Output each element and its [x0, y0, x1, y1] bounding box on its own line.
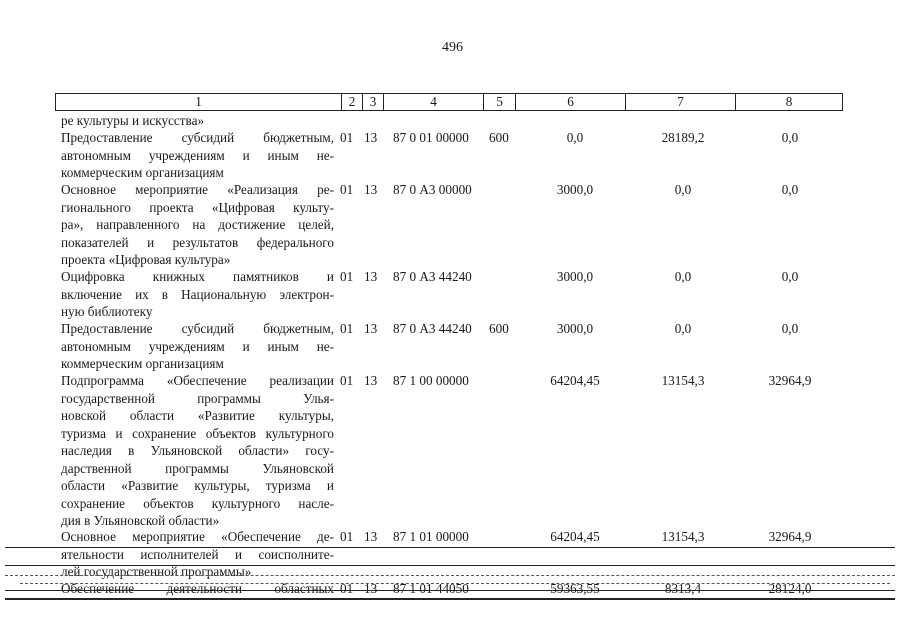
cell-amount-col7: 0,0 — [674, 182, 692, 197]
cell-target-code: 87 1 00 00000 — [393, 373, 469, 388]
cell-target-code: 87 0 01 00000 — [393, 130, 469, 145]
row-text-line: Основное мероприятие «Обеспечение де- — [61, 529, 334, 544]
cell-section: 01 — [340, 373, 354, 388]
row-text-line: гионального проекта «Цифровая культу- — [61, 199, 334, 215]
cell-target-code: 87 0 А3 44240 — [393, 321, 472, 336]
cell-amount-col7: 13154,3 — [661, 529, 705, 544]
scan-rule — [5, 565, 895, 566]
row-text-line: ятельности исполнителей и соисполните- — [61, 546, 334, 562]
cell-subsection: 13 — [364, 373, 378, 388]
row-text-line: коммерческим организациям — [61, 165, 224, 180]
header-col-1: 1 — [195, 94, 202, 109]
cell-target-code: 87 0 А3 44240 — [393, 269, 472, 284]
row-text-line: Предоставление субсидий бюджетным, — [61, 130, 334, 145]
row-text-line: показателей и результатов федерального — [61, 234, 334, 250]
cell-amount-col7: 8313,4 — [664, 581, 702, 596]
cell-section: 01 — [340, 321, 354, 336]
page-number: 496 — [442, 40, 463, 55]
row-text-line: ра», направленного на достижение целей, — [61, 217, 334, 232]
cell-amount-col6: 59363,55 — [550, 581, 600, 596]
cell-expense-type: 600 — [489, 321, 509, 336]
table-header-row — [55, 93, 843, 111]
cell-subsection: 13 — [364, 182, 378, 197]
header-col-2: 2 — [341, 94, 362, 110]
scan-rule — [5, 598, 895, 600]
cell-subsection: 13 — [364, 130, 378, 145]
row-text-line: автономным учреждениям и иным не- — [61, 147, 334, 163]
row-text-line: ре культуры и искусства» — [61, 113, 205, 128]
row-text-line: дия в Ульяновской области» — [61, 513, 220, 528]
cell-section: 01 — [340, 182, 354, 197]
cell-amount-col7: 0,0 — [674, 321, 692, 336]
cell-amount-col8: 0,0 — [781, 130, 799, 145]
cell-amount-col8: 32964,9 — [768, 373, 812, 388]
row-text — [61, 320, 334, 373]
cell-subsection: 13 — [364, 321, 378, 336]
header-col-5: 5 — [483, 94, 515, 110]
scan-rule — [5, 575, 895, 576]
cell-target-code: 87 0 А3 00000 — [393, 182, 472, 197]
cell-expense-type: 600 — [489, 130, 509, 145]
cell-amount-col8: 0,0 — [781, 269, 799, 284]
row-text-line: Обеспечение деятельности областных — [61, 581, 334, 596]
row-text-line: области «Развитие культуры, туризма и — [61, 478, 334, 493]
row-text-line: государственной программы Улья- — [61, 390, 334, 406]
row-text-line: Подпрограмма «Обеспечение реализации — [61, 373, 334, 388]
header-col-4: 4 — [383, 94, 483, 110]
cell-amount-col7: 0,0 — [674, 269, 692, 284]
row-text-line: наследия в Ульяновской области» госу- — [61, 443, 334, 458]
row-text — [61, 372, 334, 530]
row-text-line: дарственной программы Ульяновской — [61, 460, 334, 476]
row-text — [61, 528, 334, 581]
header-col-7: 7 — [625, 94, 735, 110]
cell-amount-col8: 32964,9 — [768, 529, 812, 544]
header-col-6: 6 — [515, 94, 625, 110]
row-text — [61, 129, 334, 182]
cell-amount-col6: 64204,45 — [550, 529, 600, 544]
cell-section: 01 — [340, 269, 354, 284]
cell-amount-col8: 0,0 — [781, 321, 799, 336]
row-text-line: проекта «Цифровая культура» — [61, 252, 231, 267]
cell-target-code: 87 1 01 00000 — [393, 529, 469, 544]
row-text-line: автономным учреждениям и иным не- — [61, 338, 334, 354]
row-text-line: коммерческим организациям — [61, 356, 224, 371]
row-text — [61, 181, 334, 269]
cell-section: 01 — [340, 130, 354, 145]
header-col-8: 8 — [735, 94, 842, 110]
row-text-line: лей государственной программы» — [61, 564, 252, 579]
header-col-3: 3 — [362, 94, 383, 110]
cell-section: 01 — [340, 581, 354, 596]
cell-amount-col7: 28189,2 — [661, 130, 705, 145]
cell-amount-col8: 0,0 — [781, 182, 799, 197]
cell-subsection: 13 — [364, 529, 378, 544]
cell-amount-col6: 3000,0 — [556, 182, 594, 197]
cell-section: 01 — [340, 529, 354, 544]
cell-amount-col7: 13154,3 — [661, 373, 705, 388]
row-text-line: Предоставление субсидий бюджетным, — [61, 321, 334, 336]
row-text-line: включение их в Национальную электрон- — [61, 286, 334, 302]
scan-rule — [5, 547, 895, 548]
cell-amount-col6: 64204,45 — [550, 373, 600, 388]
cell-subsection: 13 — [364, 269, 378, 284]
row-text-line: новской области «Развитие культуры, — [61, 408, 334, 423]
row-text — [61, 268, 334, 321]
row-text-line: Оцифровка книжных памятников и — [61, 269, 334, 284]
row-text-line: туризма и сохранение объектов культурного — [61, 425, 334, 441]
row-text-line: сохранение объектов культурного насле- — [61, 495, 334, 511]
cell-amount-col8: 28124,0 — [768, 581, 812, 596]
row-text — [61, 112, 334, 130]
cell-target-code: 87 1 01 44050 — [393, 581, 469, 596]
scan-rule — [5, 590, 895, 591]
cell-amount-col6: 0,0 — [566, 130, 584, 145]
cell-amount-col6: 3000,0 — [556, 321, 594, 336]
row-text-line: Основное мероприятие «Реализация ре- — [61, 182, 334, 197]
cell-amount-col6: 3000,0 — [556, 269, 594, 284]
cell-subsection: 13 — [364, 581, 378, 596]
scan-rule — [20, 583, 890, 584]
row-text-line: ную библиотеку — [61, 304, 153, 319]
